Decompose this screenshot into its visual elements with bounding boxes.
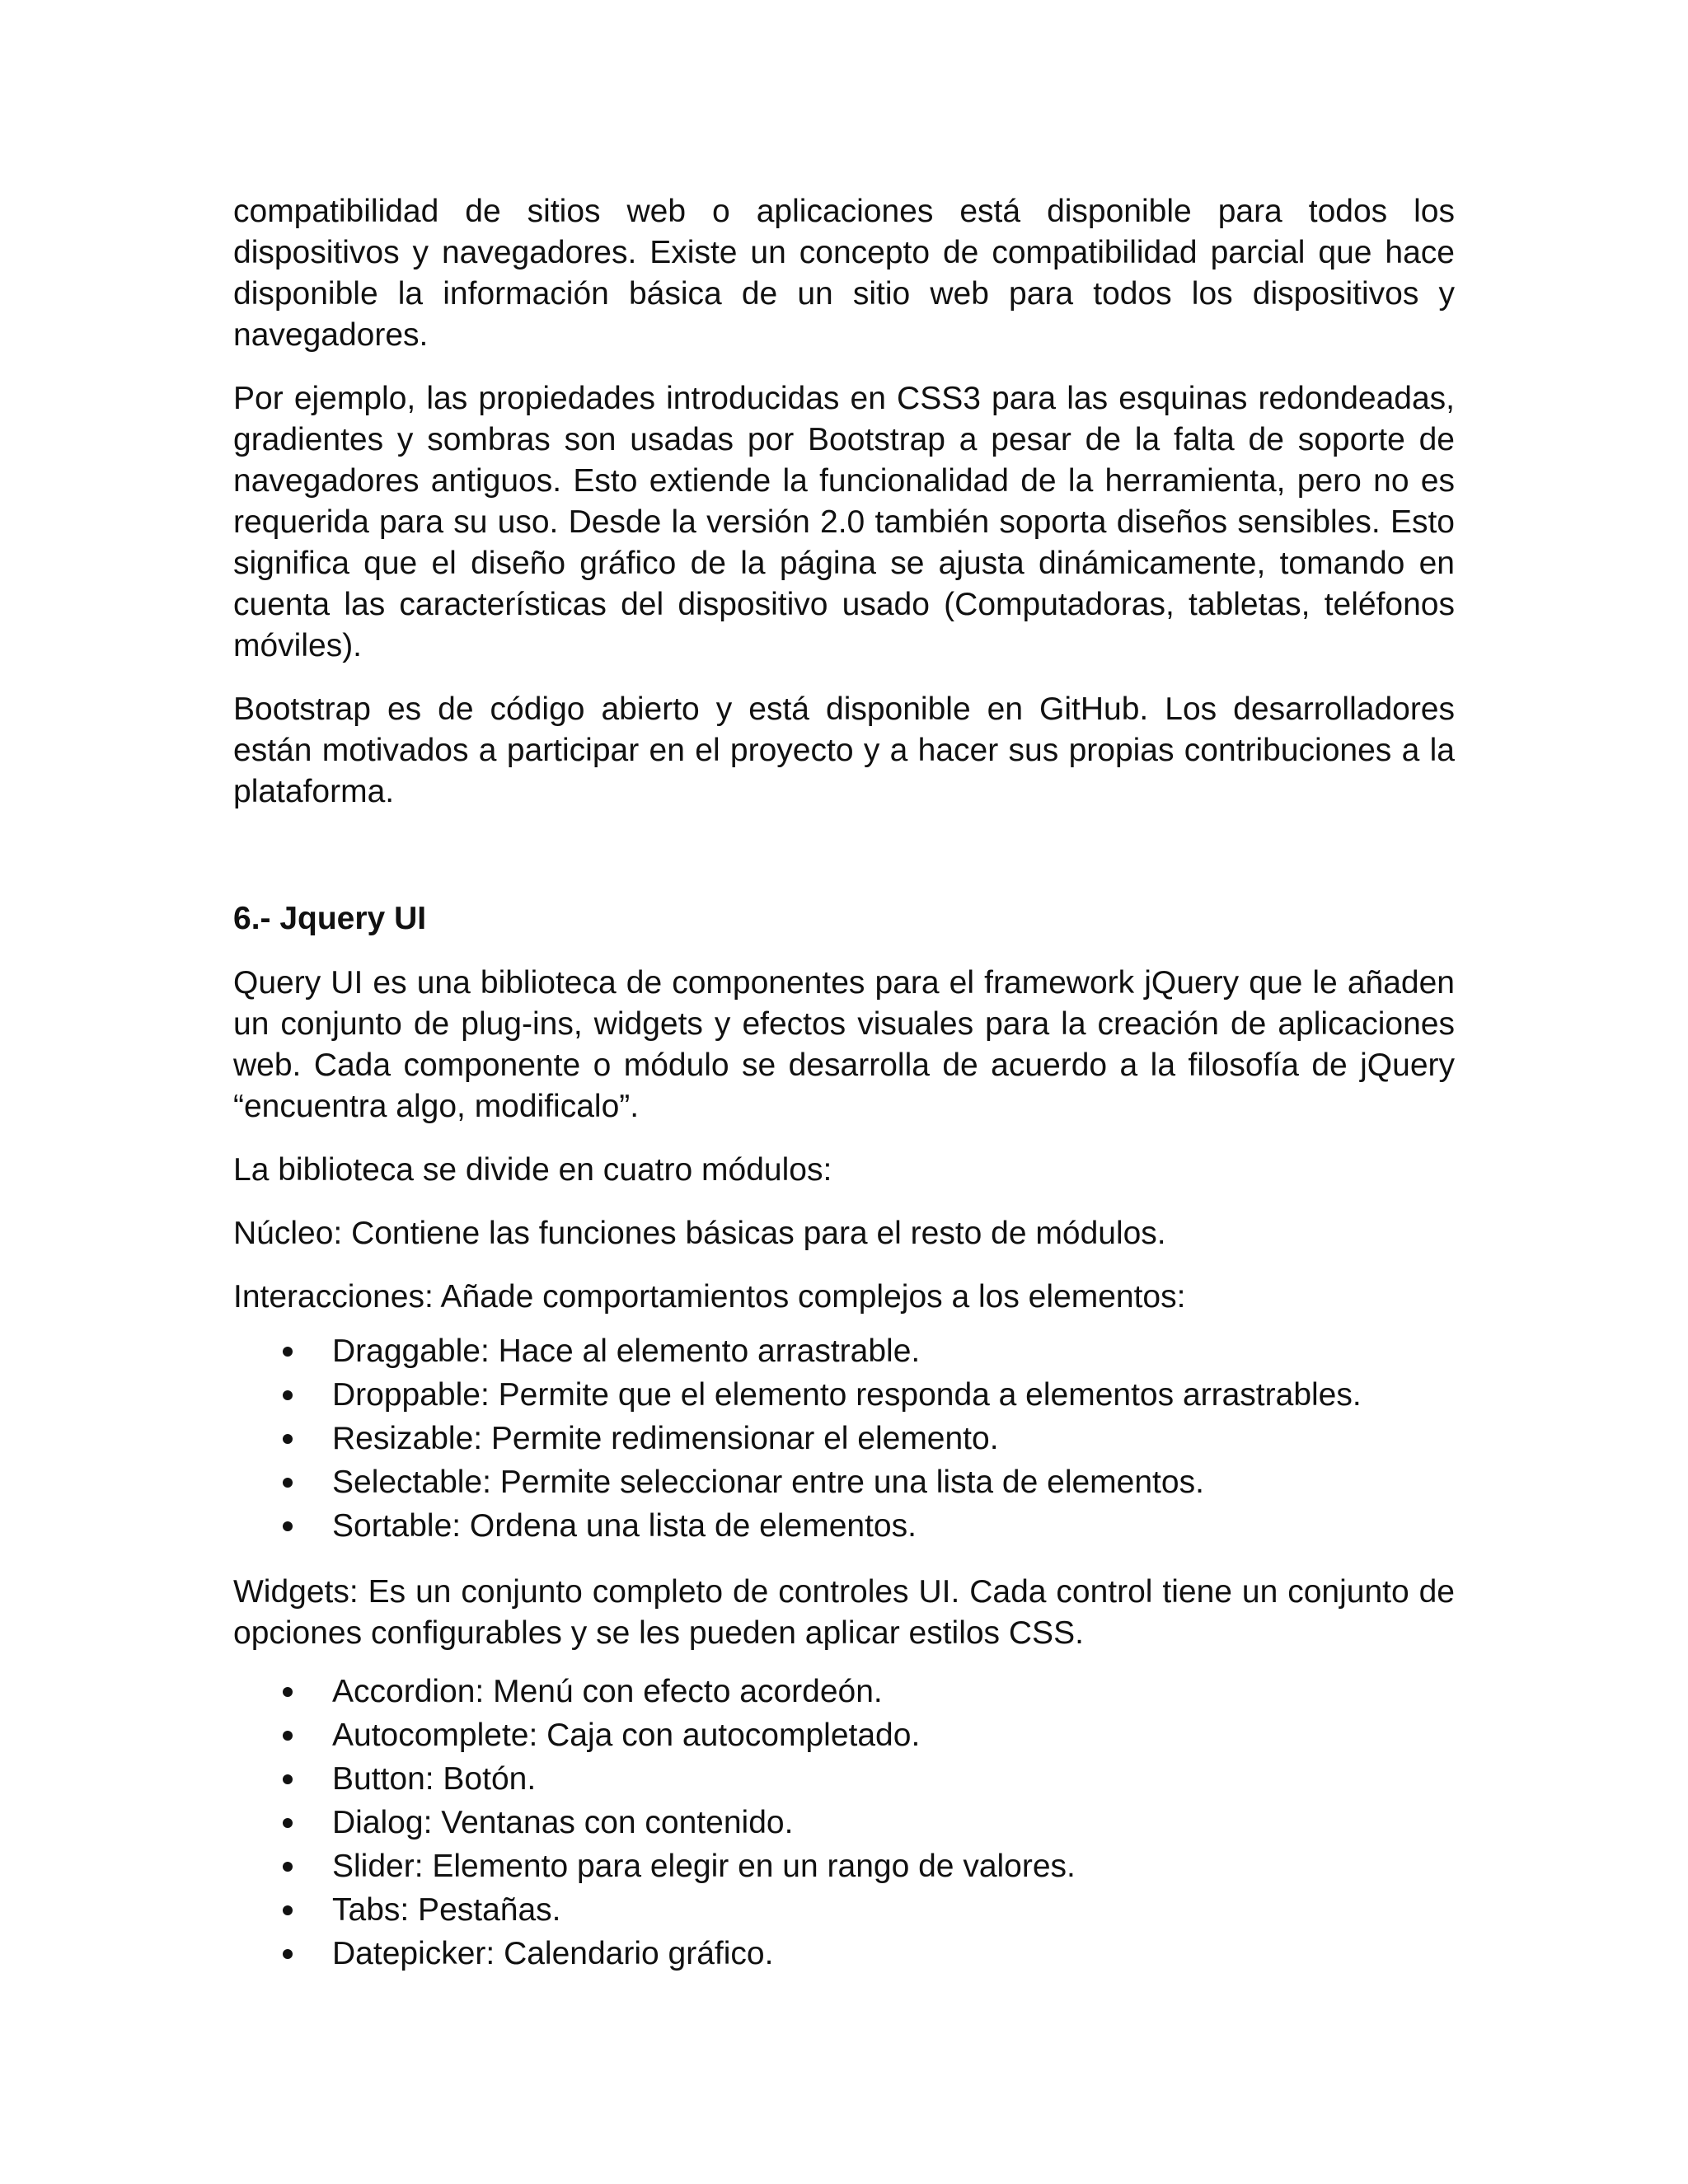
paragraph-widgets-intro: Widgets: Es un conjunto completo de controles UI. Cada control tiene un conjunto de opciones configurables y se les pueden aplicar estilos CSS. — [233, 1574, 1455, 1651]
bullet-icon — [283, 1905, 293, 1915]
paragraph-core-module: Núcleo: Contiene las funciones básicas para el resto de módulos. — [233, 1216, 1166, 1251]
list-item-text: Slider: Elemento para elegir en un rango de valores. — [332, 1849, 1076, 1884]
list-item-text: Droppable: Permite que el elemento responda a elementos arrastrables. — [332, 1377, 1362, 1413]
list-item-text: Resizable: Permite redimensionar el elemento. — [332, 1421, 999, 1456]
list-item — [233, 1757, 1455, 1801]
document-page — [233, 191, 1455, 1999]
bullet-icon — [283, 1687, 293, 1697]
bullet-icon — [283, 1774, 293, 1784]
bullet-icon — [283, 1862, 293, 1872]
widgets-list — [233, 1670, 1455, 1975]
list-item-text: Dialog: Ventanas con contenido. — [332, 1805, 794, 1840]
bullet-icon — [283, 1949, 293, 1959]
list-item — [233, 1329, 1455, 1373]
list-item — [233, 1888, 1455, 1932]
list-item-text: Button: Botón. — [332, 1761, 537, 1797]
list-item-text: Draggable: Hace al elemento arrastrable. — [332, 1333, 921, 1369]
bullet-icon — [283, 1434, 293, 1444]
list-item-text: Tabs: Pestañas. — [332, 1892, 561, 1928]
list-item — [233, 1417, 1455, 1460]
list-item-text: Accordion: Menú con efecto acordeón. — [332, 1674, 883, 1709]
section-heading: 6.- Jquery UI — [233, 901, 427, 936]
bullet-icon — [283, 1731, 293, 1741]
bullet-icon — [283, 1818, 293, 1828]
list-item-text: Datepicker: Calendario gráfico. — [332, 1936, 774, 1971]
list-item — [233, 1801, 1455, 1844]
bullet-icon — [283, 1521, 293, 1531]
list-item — [233, 1504, 1455, 1548]
paragraph-modules-intro: La biblioteca se divide en cuatro módulos: — [233, 1152, 832, 1188]
list-item — [233, 1670, 1455, 1713]
list-item-text: Autocomplete: Caja con autocompletado. — [332, 1718, 921, 1753]
paragraph-interactions-intro: Interacciones: Añade comportamientos complejos a los elementos: — [233, 1279, 1186, 1315]
interactions-list — [233, 1329, 1455, 1548]
paragraph-css3-properties: Por ejemplo, las propiedades introducidas en CSS3 para las esquinas redondeadas, gradientes y sombras son usadas por Bootstrap a pesar de la falta de soporte de navegadores antiguos. Esto extiende la funcionalidad de la herramienta, pero no es requerida para su uso. Desde la versión 2.0 también soporta diseños sensibles. Esto significa que el diseño gráfico de la página se ajusta dinámicamente, tomando en cuenta las características del dispositivo usado (Computadoras, tabletas, teléfonos móviles). — [233, 381, 1455, 663]
paragraph-compatibility: compatibilidad de sitios web o aplicaciones está disponible para todos los dispositivos y navegadores. Existe un concepto de compatibilidad parcial que hace disponible la información básica de un sitio web para todos los dispositivos y navegadores. — [233, 194, 1455, 353]
list-item — [233, 1713, 1455, 1757]
list-item — [233, 1460, 1455, 1504]
list-item-text: Sortable: Ordena una lista de elementos. — [332, 1508, 917, 1544]
list-item — [233, 1932, 1455, 1975]
paragraph-jquery-ui-intro: Query UI es una biblioteca de componentes para el framework jQuery que le añaden un conjunto de plug-ins, widgets y efectos visuales para la creación de aplicaciones web. Cada componente o módulo se desarrolla de acuerdo a la filosofía de jQuery “encuentra algo, modificalo”. — [233, 965, 1455, 1124]
bullet-icon — [283, 1478, 293, 1488]
bullet-icon — [283, 1347, 293, 1357]
list-item-text: Selectable: Permite seleccionar entre una lista de elementos. — [332, 1465, 1204, 1500]
bullet-icon — [283, 1390, 293, 1400]
list-item — [233, 1844, 1455, 1888]
paragraph-open-source: Bootstrap es de código abierto y está disponible en GitHub. Los desarrolladores están motivados a participar en el proyecto y a hacer sus propias contribuciones a la plataforma. — [233, 691, 1455, 809]
list-item — [233, 1373, 1455, 1417]
